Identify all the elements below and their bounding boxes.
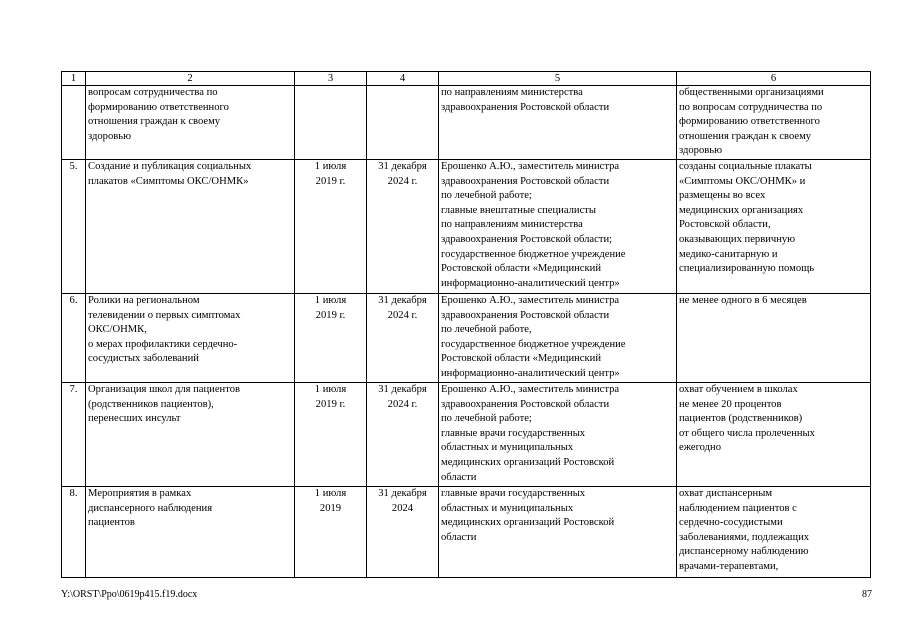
document-path: Y:\ORST\Ppo\0619p415.f19.docx	[61, 589, 198, 600]
measures-table	[61, 71, 871, 578]
start-date-cell: 1 июля 2019	[295, 486, 367, 577]
result-cell: не менее одного в 6 месяцев	[677, 293, 871, 382]
measure-name-cell: Организация школ для пациентов (родственников пациентов), перенесших инсульт	[86, 382, 295, 486]
header-cell: 5	[439, 72, 677, 86]
responsible-cell: Ерошенко А.Ю., заместитель министра здравоохранения Ростовской области по лечебной работе, государственное бюджетное учреждение Ростовской области «Медицинский информационно-аналитический центр»	[439, 293, 677, 382]
number-cell	[62, 86, 86, 160]
number-cell: 8.	[62, 486, 86, 577]
header-cell: 3	[295, 72, 367, 86]
number-cell: 5.	[62, 159, 86, 293]
start-date-cell	[295, 86, 367, 160]
result-cell: охват диспансерным наблюдением пациентов с сердечно-сосудистыми заболеваниями, подлежащих диспансерному наблюдению врачами-терапевтами,	[677, 486, 871, 577]
end-date-cell: 31 декабря 2024 г.	[367, 159, 439, 293]
start-date-cell: 1 июля 2019 г.	[295, 293, 367, 382]
table-row	[62, 293, 871, 382]
responsible-cell: Ерошенко А.Ю., заместитель министра здравоохранения Ростовской области по лечебной работе; главные врачи государственных областных и муниципальных медицинских организаций Ростовской области	[439, 382, 677, 486]
start-date-cell: 1 июля 2019 г.	[295, 382, 367, 486]
table-row	[62, 382, 871, 486]
end-date-cell: 31 декабря 2024 г.	[367, 382, 439, 486]
responsible-cell: Ерошенко А.Ю., заместитель министра здравоохранения Ростовской области по лечебной работе; главные внештатные специалисты по направлениям министерства здравоохранения Ростовской области; государственное бюджетное учреждение Ростовской области «Медицинский информационно-аналитический центр»	[439, 159, 677, 293]
result-cell: охват обучением в школах не менее 20 процентов пациентов (родственников) от общего числа пролеченных ежегодно	[677, 382, 871, 486]
table-row-continuation	[62, 86, 871, 160]
measure-name-cell: Создание и публикация социальных плакатов «Симптомы ОКС/ОНМК»	[86, 159, 295, 293]
page-number: 87	[862, 589, 872, 600]
measure-name-cell: Ролики на региональном телевидении о первых симптомах ОКС/ОНМК, о мерах профилактики сердечно- сосудистых заболеваний	[86, 293, 295, 382]
table-row	[62, 159, 871, 293]
responsible-cell: главные врачи государственных областных и муниципальных медицинских организаций Ростовской области	[439, 486, 677, 577]
measure-name-cell: Мероприятия в рамках диспансерного наблюдения пациентов	[86, 486, 295, 577]
end-date-cell: 31 декабря 2024	[367, 486, 439, 577]
result-cell: общественными организациями по вопросам сотрудничества по формированию ответственного отношения граждан к своему здоровью	[677, 86, 871, 160]
responsible-cell: по направлениям министерства здравоохранения Ростовской области	[439, 86, 677, 160]
end-date-cell	[367, 86, 439, 160]
header-cell: 1	[62, 72, 86, 86]
measure-name-cell: вопросам сотрудничества по формированию ответственного отношения граждан к своему здоровью	[86, 86, 295, 160]
result-cell: созданы социальные плакаты «Симптомы ОКС/ОНМК» и размещены во всех медицинских организациях Ростовской области, оказывающих первичную медико-санитарную и специализированную помощь	[677, 159, 871, 293]
table-row	[62, 486, 871, 577]
header-cell: 4	[367, 72, 439, 86]
number-cell: 6.	[62, 293, 86, 382]
start-date-cell: 1 июля 2019 г.	[295, 159, 367, 293]
number-cell: 7.	[62, 382, 86, 486]
header-cell: 6	[677, 72, 871, 86]
header-row	[62, 72, 871, 86]
end-date-cell: 31 декабря 2024 г.	[367, 293, 439, 382]
header-cell: 2	[86, 72, 295, 86]
